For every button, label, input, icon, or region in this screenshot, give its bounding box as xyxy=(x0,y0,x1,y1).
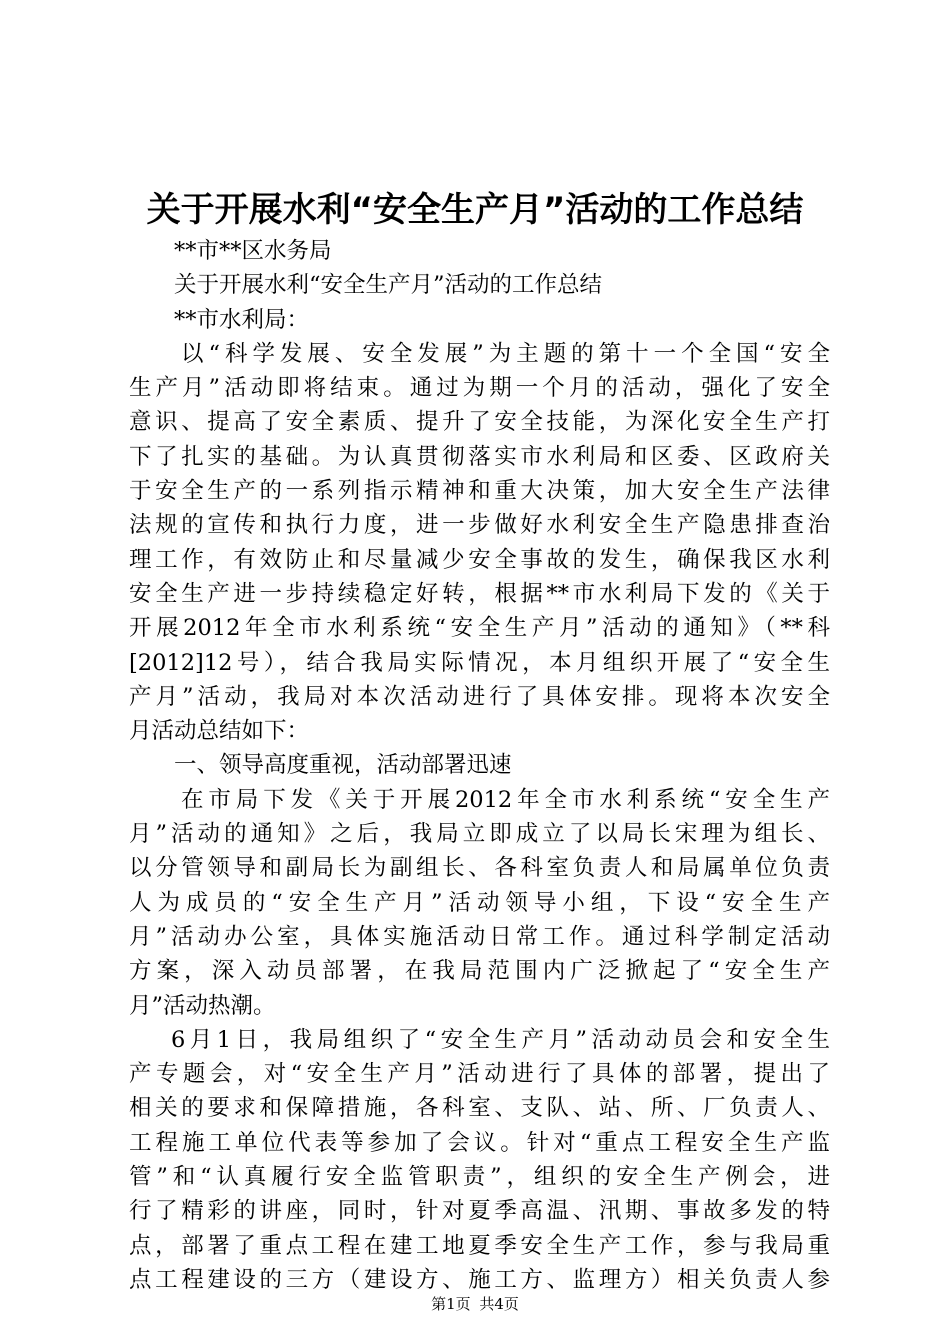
text-line: 相关的要求和保障措施，各科室、支队、站、所、厂负责人、 xyxy=(129,1095,830,1122)
text-line: [2012]12号），结合我局实际情况，本月组织开展了“安全生 xyxy=(129,649,830,676)
text-line: 以分管领导和副局长为副组长、各科室负责人和局属单位负责 xyxy=(129,855,830,882)
text-line: 在市局下发《关于开展2012年全市水利系统“安全生产 xyxy=(181,786,830,813)
text-line: 月”活动热潮。 xyxy=(129,992,276,1019)
text-line: 关于开展水利“安全生产月”活动的工作总结 xyxy=(174,272,603,299)
text-line: 一、领导高度重视，活动部署迅速 xyxy=(174,752,512,779)
text-line: 人为成员的“安全生产月”活动领导小组，下设“安全生产 xyxy=(129,889,830,916)
text-line: 月”活动办公室，具体实施活动日常工作。通过科学制定活动 xyxy=(129,923,830,950)
text-line: 生产月”活动即将结束。通过为期一个月的活动，强化了安全 xyxy=(129,375,830,402)
text-line: 下了扎实的基础。为认真贯彻落实市水利局和区委、区政府关 xyxy=(129,443,830,470)
text-line: 点工程建设的三方（建设方、施工方、监理方）相关负责人参 xyxy=(129,1266,830,1293)
text-line: 开展2012年全市水利系统“安全生产月”活动的通知》（**科 xyxy=(129,615,830,642)
text-line: 产月”活动，我局对本次活动进行了具体安排。现将本次安全 xyxy=(129,683,830,710)
document-title: 关于开展水利“安全生产月”活动的工作总结 xyxy=(146,190,804,230)
text-line: 理工作，有效防止和尽量减少安全事故的发生，确保我区水利 xyxy=(129,546,830,573)
text-line: 意识、提高了安全素质、提升了安全技能，为深化安全生产打 xyxy=(129,409,830,436)
page-footer xyxy=(0,1294,950,1314)
text-line: 产专题会，对“安全生产月”活动进行了具体的部署，提出了 xyxy=(129,1061,830,1088)
text-line: 方案，深入动员部署，在我局范围内广泛掀起了“安全生产 xyxy=(129,958,830,985)
text-line: 安全生产进一步持续稳定好转，根据**市水利局下发的《关于 xyxy=(129,580,830,607)
text-line: 点，部署了重点工程在建工地夏季安全生产工作，参与我局重 xyxy=(129,1232,830,1259)
document-body xyxy=(129,234,830,1297)
text-line: 6月1日，我局组织了“安全生产月”活动动员会和安全生 xyxy=(171,1026,830,1053)
page-number: 第1页 xyxy=(431,1295,471,1313)
text-line: 月活动总结如下： xyxy=(129,718,310,745)
text-line: 工程施工单位代表等参加了会议。针对“重点工程安全生产监 xyxy=(129,1129,830,1156)
text-line: 行了精彩的讲座，同时，针对夏季高温、汛期、事故多发的特 xyxy=(129,1198,830,1225)
text-line: 管”和“认真履行安全监管职责”，组织的安全生产例会，进 xyxy=(129,1164,830,1191)
text-line: 法规的宣传和执行力度，进一步做好水利安全生产隐患排查治 xyxy=(129,512,830,539)
page-total: 共4页 xyxy=(479,1295,519,1313)
text-line: **市水利局： xyxy=(174,306,310,333)
text-line: 月”活动的通知》之后，我局立即成立了以局长宋理为组长、 xyxy=(129,821,830,848)
text-line: **市**区水务局 xyxy=(174,238,332,264)
text-line: 于安全生产的一系列指示精神和重大决策，加大安全生产法律 xyxy=(129,478,830,505)
text-line: 以“科学发展、安全发展”为主题的第十一个全国“安全 xyxy=(181,340,830,367)
